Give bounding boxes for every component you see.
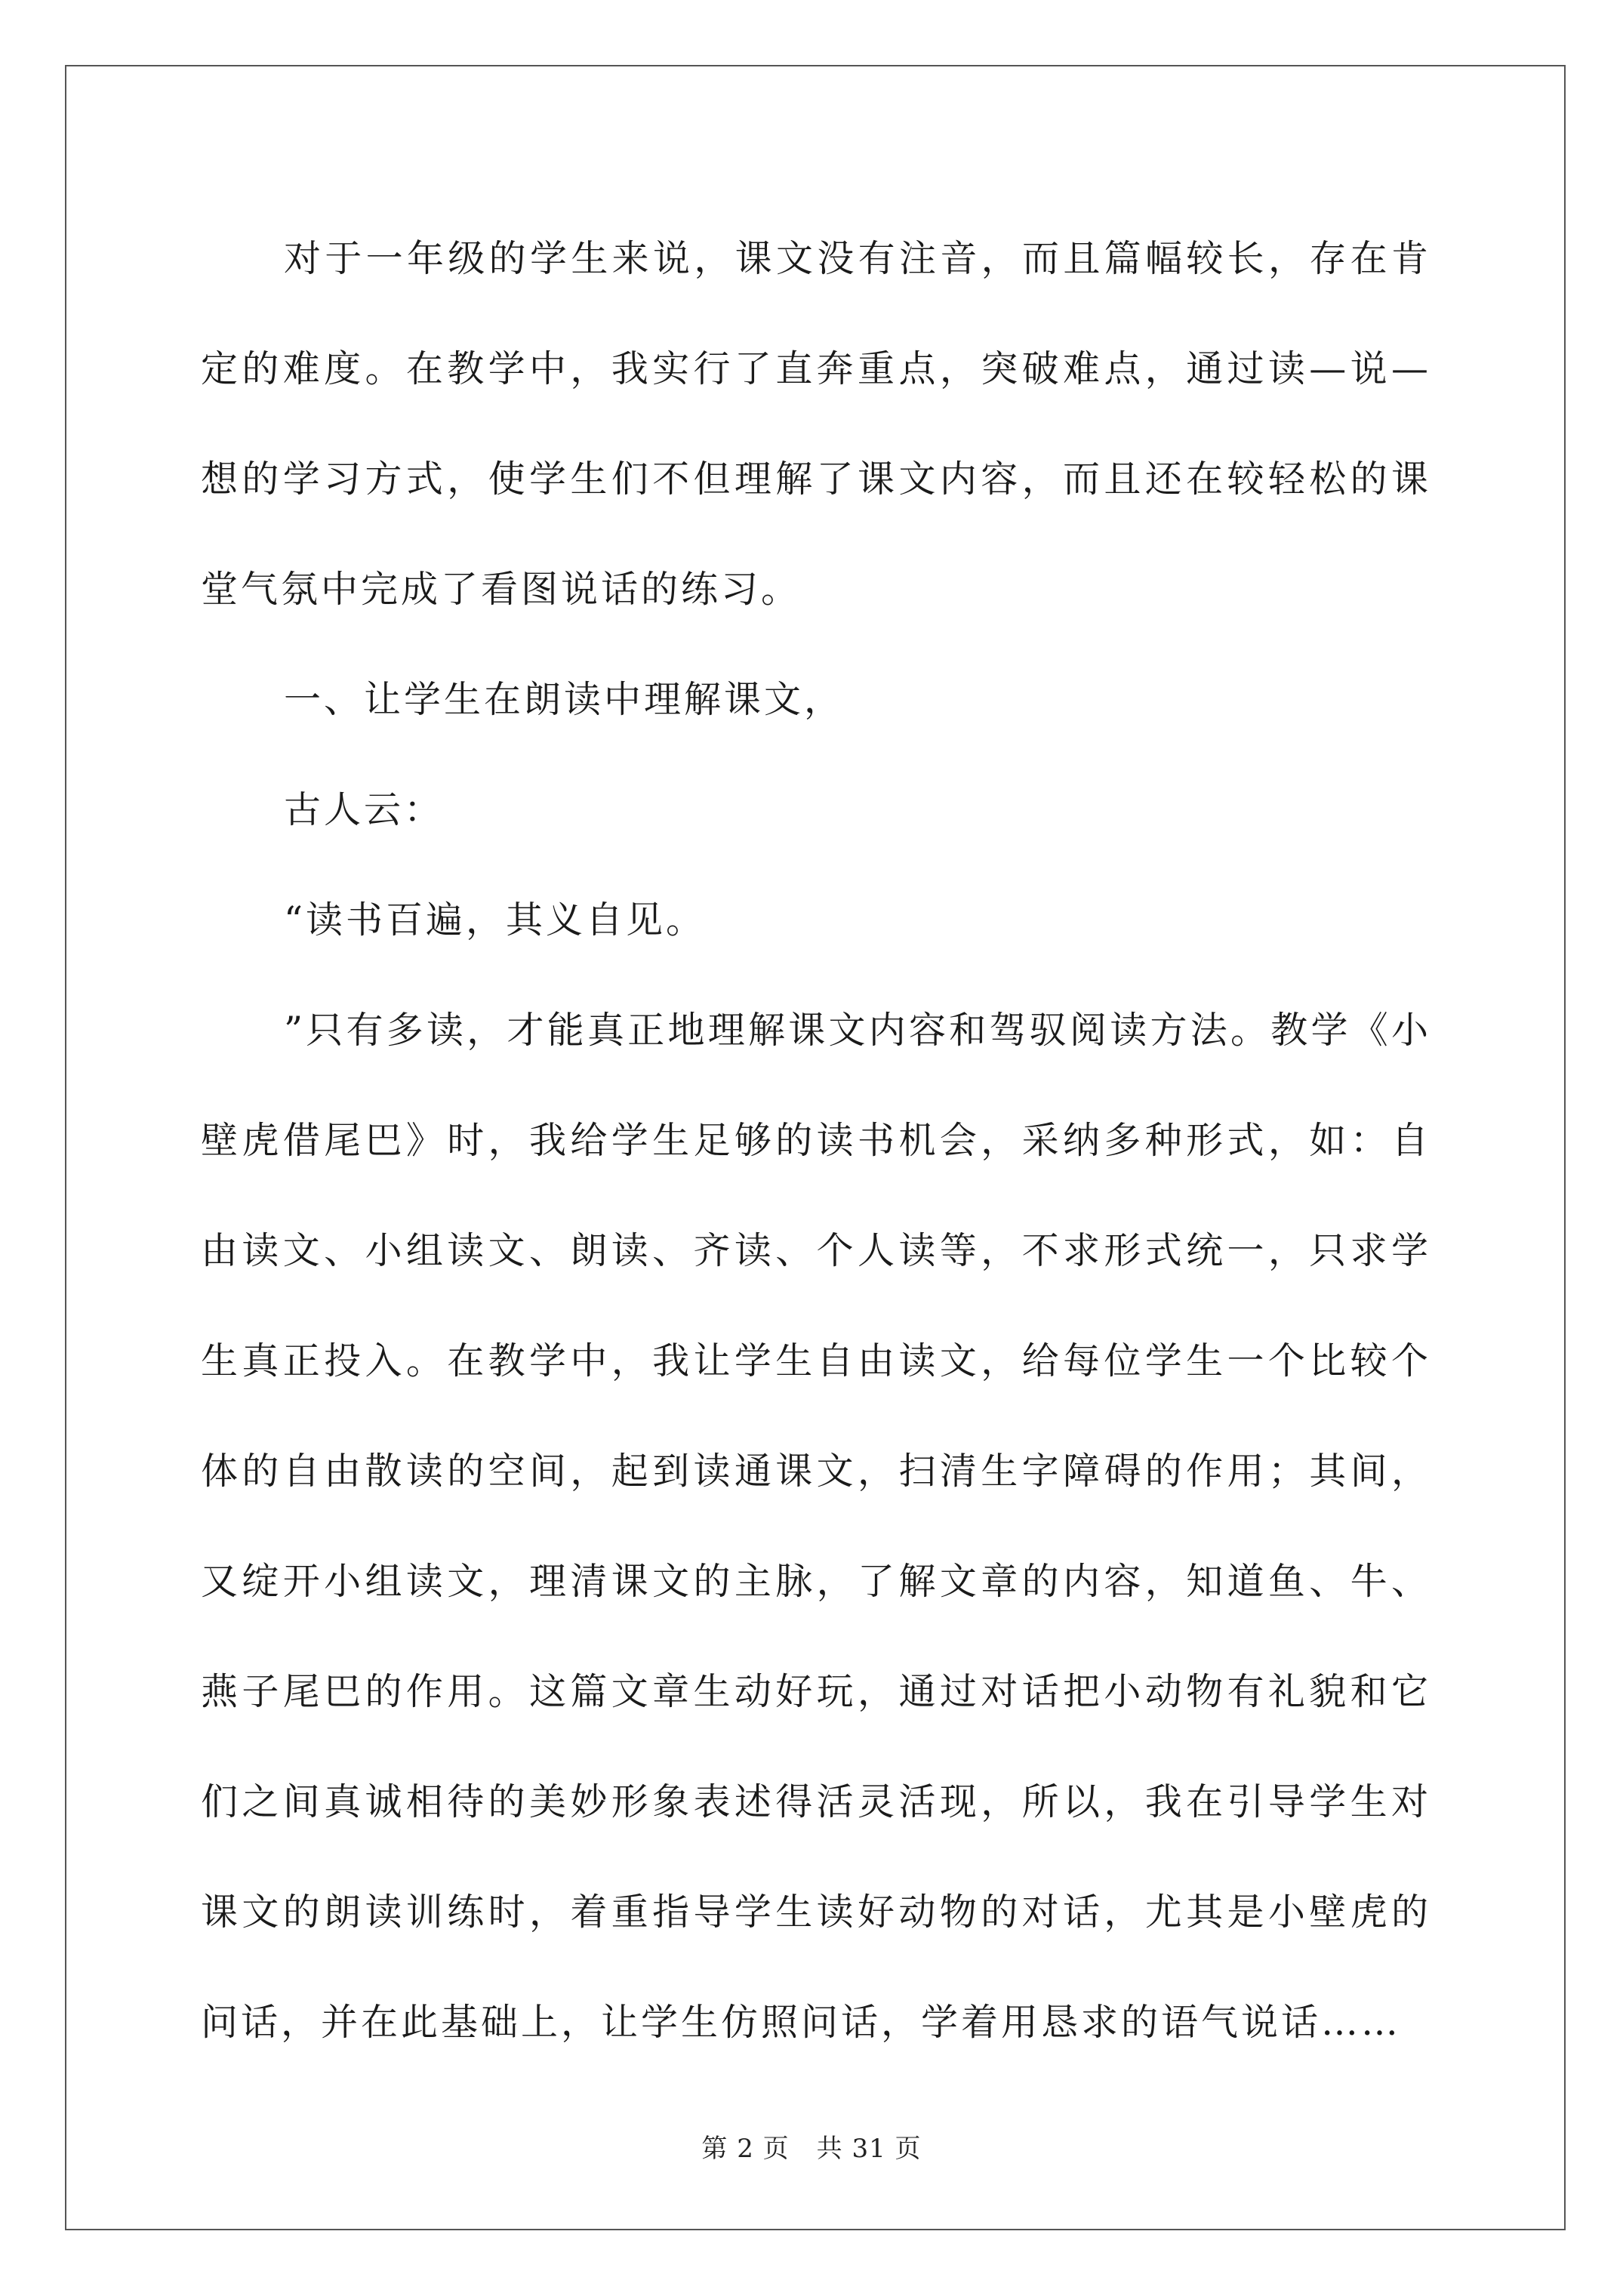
paragraph-quote-intro: 古人云： xyxy=(284,788,445,831)
document-body xyxy=(201,204,1431,2078)
paragraph-reading-method: ”只有多读，才能真正地理解课文内容和驾驭阅读方法。教学《小壁虎借尾巴》时，我给学生足够的读书机会，采纳多种形式，如：自由读文、小组读文、朗读、齐读、个人读等，不求形式统一，只求学生真正投入。在教学中，我让学生自由读文，给每位学生一个比较个体的自由散读的空间，起到读通课文，扫清生字障碍的作用；其间，又绽开小组读文，理清课文的主脉，了解文章的内容，知道鱼、牛、燕子尾巴的作用。这篇文章生动好玩，通过对话把小动物有礼貌和它们之间真诚相待的美妙形象表述得活灵活现，所以，我在引导学生对课文的朗读训练时，着重指导学生读好动物的对话，尤其是小壁虎的问话，并在此基础上，让学生仿照问话，学着用恳求的语气说话…… xyxy=(201,1009,1431,2044)
page-total: 共 31 页 xyxy=(816,2134,922,2164)
paragraph-quote: “读书百遍，其义自见。 xyxy=(284,898,707,942)
paragraph-section-heading: 一、让学生在朗读中理解课文， xyxy=(284,678,845,721)
paragraph-intro: 对于一年级的学生来说，课文没有注音，而且篇幅较长，存在肯定的难度。在教学中，我实行了直奔重点，突破难点，通过读—说—想的学习方式，使学生们不但理解了课文内容，而且还在较轻松的课堂气氛中完成了看图说话的练习。 xyxy=(201,237,1431,611)
page-number: 第 2 页 xyxy=(701,2134,790,2164)
page-footer xyxy=(0,2128,1623,2165)
